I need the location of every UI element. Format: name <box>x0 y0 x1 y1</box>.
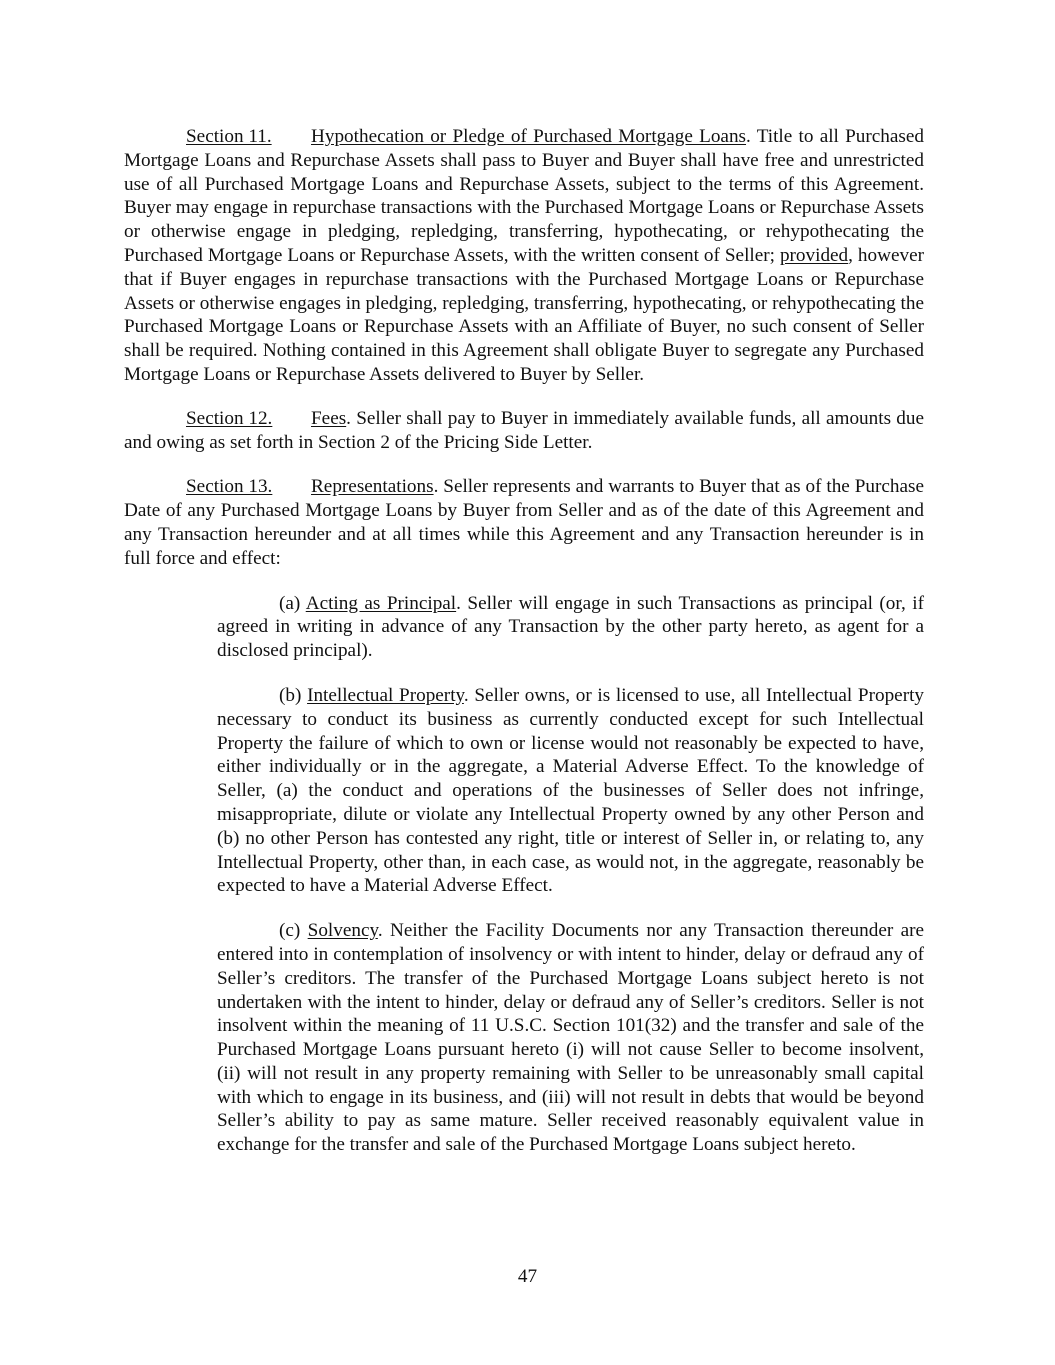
section-11-text-2: , however that if Buyer engages in repurchase transactions with the Purchased Mortgage Loans or Repurchase Assets or otherwise engages in pledging, repledging, transferring, hypothecating, or rehypothecating the Purchased Mortgage Loans or Repurchase Assets with an Affiliate of Buyer, no such consent of Seller shall be required. Nothing contained in this Agreement shall obligate Buyer to segregate any Purchased Mortgage Loans or Repurchase Assets delivered to Buyer by Seller. <box>124 244 924 385</box>
section-11-heading: Hypothecation or Pledge of Purchased Mortgage Loans <box>311 126 747 147</box>
section-13-label: Section 13. <box>186 476 273 498</box>
section-12-paragraph <box>124 407 924 455</box>
subsection-b-text: . Seller owns, or is licensed to use, all Intellectual Property necessary to conduct its business as currently conducted except for such Intellectual Property the failure of which to own or license would not reasonably be expected to have, either individually or in the aggregate, a Material Adverse Effect. To the knowledge of Seller, (a) the conduct and operations of the businesses of Seller does not infringe, misappropriate, dilute or violate any Intellectual Property owned by any other Person and (b) no other Person has contested any right, title or interest of Seller in, or relating to, any Intellectual Property, other than, in each case, as would not, in the aggregate, reasonably be expected to have a Material Adverse Effect. <box>217 684 925 897</box>
subsection-c-marker: (c) <box>279 920 308 942</box>
provided-term: provided <box>779 244 849 266</box>
section-13-text: . Seller represents and warrants to Buyer that as of the Purchase Date of any Purchased Mortgage Loans by Buyer from Seller and as of the date of this Agreement and any Transaction hereunder and at all times while this Agreement and any Transaction hereunder is in full force and effect: <box>124 476 924 569</box>
subsection-b-marker: (b) <box>279 684 308 706</box>
subsection-c-text: . Neither the Facility Documents nor any Transaction thereunder are entered into in contemplation of insolvency or with intent to hinder, delay or defraud any of Seller’s creditors. The transfer of the Purchased Mortgage Loans subject hereto is not undertaken with the intent to hinder, delay or defraud any of Seller’s creditors. Seller is not insolvent within the meaning of 11 U.S.C. Section 101(32) and the transfer and sale of the Purchased Mortgage Loans pursuant hereto (i) will not cause Seller to become insolvent, (ii) will not result in any property remaining with Seller to be unreasonably small capital with which to engage in its business, and (iii) will not result in debts that would be beyond Seller’s ability to pay as same mature. Seller received reasonably equivalent value in exchange for the transfer and sale of the Purchased Mortgage Loans subject hereto. <box>217 920 925 1156</box>
section-11-label: Section 11. <box>186 126 272 147</box>
subsection-a-marker: (a) <box>279 592 306 614</box>
subsection-a-paragraph <box>217 592 924 663</box>
section-12-heading: Fees <box>311 407 347 429</box>
section-12-label: Section 12. <box>186 407 273 429</box>
section-11-paragraph <box>124 125 924 387</box>
subsection-a-heading: Acting as Principal <box>305 592 457 614</box>
subsection-b-paragraph <box>217 684 924 898</box>
document-body <box>124 125 924 1157</box>
section-13-heading: Representations <box>311 476 434 498</box>
subsection-a-text: . Seller will engage in such Transactions as principal (or, if agreed in writing in advance of any Transaction by the other party hereto, as agent for a disclosed principal). <box>217 592 924 662</box>
subsection-c-paragraph <box>217 919 924 1157</box>
subsection-b-heading: Intellectual Property <box>307 684 464 706</box>
section-12-text: . Seller shall pay to Buyer in immediately available funds, all amounts due and owing as set forth in Section 2 of the Pricing Side Letter. <box>124 407 924 453</box>
subsection-c-heading: Solvency <box>307 920 378 942</box>
section-11-text-1: . Title to all Purchased Mortgage Loans and Repurchase Assets shall pass to Buyer and Buyer shall have free and unrestricted use of all Purchased Mortgage Loans and Repurchase Assets, subject to the terms of this Agreement. Buyer may engage in repurchase transactions with the Purchased Mortgage Loans or Repurchase Assets or otherwise engage in pledging, repledging, transferring, hypothecating, or rehypothecating the Purchased Mortgage Loans or Repurchase Assets, with the written consent of Seller; <box>124 126 924 266</box>
section-13-paragraph <box>124 475 924 570</box>
page-number: 47 <box>517 1266 538 1287</box>
